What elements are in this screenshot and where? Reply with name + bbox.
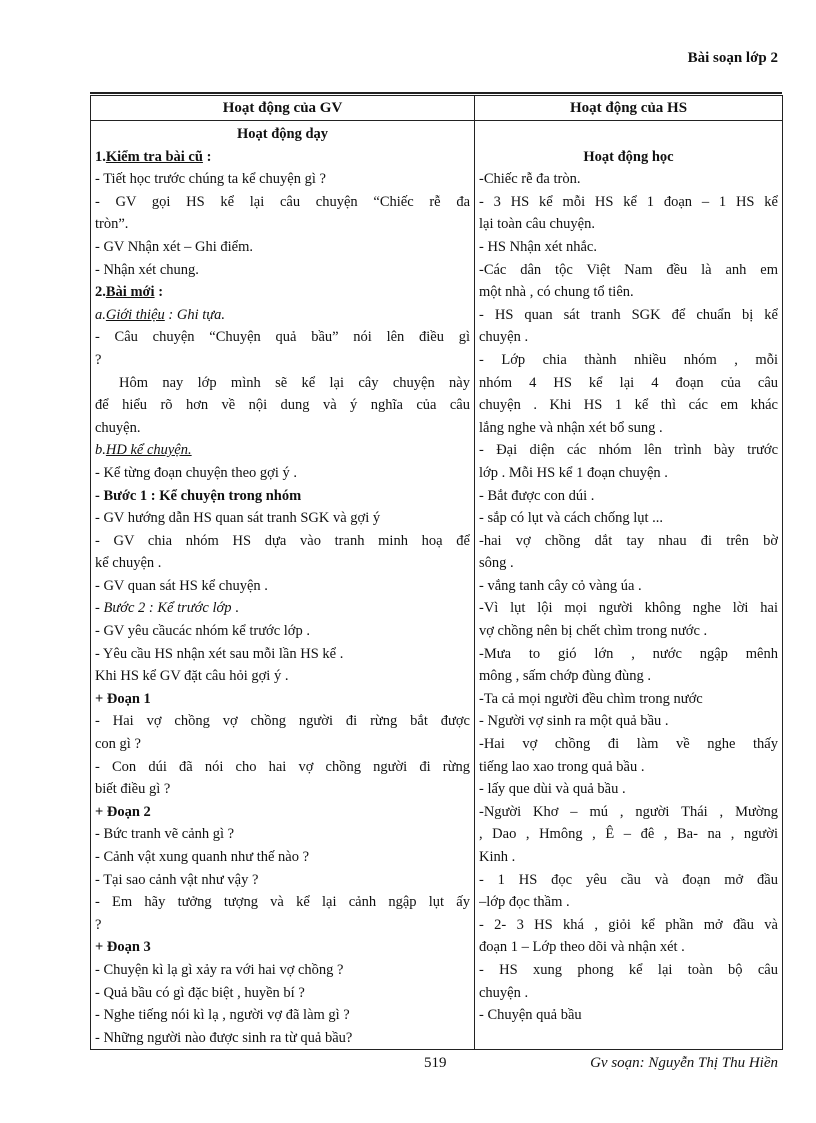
hs-line: nhóm 4 HS kể lại 4 đoạn của câu [479,374,778,391]
hs-line: - 2- 3 HS khá , giỏi kể phần mở đầu và [479,916,778,933]
gv-line: - Nhận xét chung. [95,261,199,278]
section-title: Kiểm tra bài cũ [105,148,203,165]
subsection-letter: b. [95,442,106,459]
gv-line: để hiểu rõ hơn về nội dung và ý nghĩa của câu [95,397,470,414]
hs-line: - vắng tanh cây cỏ vàng úa . [479,577,642,594]
subsection-b-heading [95,439,470,462]
gv-line: ? [95,351,102,368]
hs-line: chuyện . [479,329,529,346]
section-1-heading [95,146,470,169]
hs-line: , Dao , Hmông , Ê – đê , Ba- na , người [479,826,778,843]
gv-line: Khi HS kể GV đặt câu hỏi gợi ý . [95,668,289,685]
subsection-title: Giới thiệu [105,306,165,323]
gv-line: chuyện. [95,419,141,436]
hs-line: lại toàn câu chuyện. [479,216,595,233]
document-header: Bài soạn lớp 2 [687,50,778,66]
part-3-heading: + Đoạn 3 [95,939,151,956]
hs-line: -Các dân tộc Việt Nam đều là anh em [479,261,778,278]
hs-line: - Bắt được con dúi . [479,487,595,504]
step-dot: . [231,600,239,617]
gv-line: - Tại sao cảnh vật như vậy ? [95,871,259,888]
gv-line: - GV hướng dẫn HS quan sát tranh SGK và gợi ý [95,510,381,527]
gv-line: - Chuyện kì lạ gì xảy ra với hai vợ chồng ? [95,961,344,978]
hs-line: - Người vợ sinh ra một quả bầu . [479,713,669,730]
gv-line: - GV yêu cầucác nhóm kể trước lớp . [95,623,310,640]
section-2-heading [95,281,470,304]
gv-line: - Quả bầu có gì đặc biệt , huyền bí ? [95,984,305,1001]
gv-line: - Bức tranh vẽ cảnh gì ? [95,826,235,843]
hs-heading: Hoạt động học [583,148,674,165]
hs-line: một nhà , có chung tổ tiên. [479,284,634,301]
lesson-table [90,95,783,1050]
hs-line: –lớp đọc thầm . [479,894,570,911]
gv-column [91,121,475,1050]
gv-line: - Tiết học trước chúng ta kể chuyện gì ? [95,171,326,188]
author-credit: Gv soạn: Nguyễn Thị Thu Hiền [590,1055,778,1071]
gv-line: - Yêu cầu HS nhận xét sau mỗi lần HS kể . [95,645,344,662]
gv-line: - GV Nhận xét – Ghi điểm. [95,238,253,255]
hs-line: - HS xung phong kể lại toàn bộ câu [479,961,778,978]
subsection-note: : Ghi tựa. [164,306,226,323]
hs-line: - 1 HS đọc yêu cầu và đoạn mở đầu [479,871,778,888]
gv-line: - Con dúi đã nói cho hai vợ chồng người đi rừng [95,758,470,775]
gv-line: - Em hãy tưởng tượng và kể lại cảnh ngập lụt ấy [95,894,470,911]
hs-line: Kinh . [479,849,516,865]
subsection-letter: a. [95,306,106,323]
hs-line: sông . [479,555,514,572]
hs-line: - 3 HS kể mỗi HS kể 1 đoạn – 1 HS kể [479,193,778,210]
section-title: Bài mới [105,284,155,301]
subsection-a-heading [95,304,470,327]
hs-line: chuyện . [479,984,529,1001]
part-1-heading: + Đoạn 1 [95,690,151,707]
gv-line: tròn”. [95,216,129,233]
hs-line: -Chiếc rễ đa tròn. [479,171,581,188]
hs-line: - sắp có lụt và cách chống lụt ... [479,510,664,527]
hs-line: -Ta cả mọi người đều chìm trong nước [479,690,703,707]
gv-line: - GV chia nhóm HS dựa vào tranh minh hoạ để [95,532,470,549]
gv-line: - Hai vợ chồng vợ chồng người đi rừng bắt được [95,713,470,730]
column-header-hs: Hoạt động của HS [475,96,783,121]
step-title: Bước 2 : Kể trước lớp [103,600,232,617]
step-2-heading [95,597,470,620]
page-number: 519 [424,1055,447,1071]
hs-line: - HS quan sát tranh SGK để chuẩn bị kể [479,306,778,323]
step-dash: - [95,600,104,617]
gv-line: ? [95,916,102,933]
gv-line: biết điều gì ? [95,781,171,798]
gv-line: Hôm nay lớp mình sẽ kể lại cây chuyện này [119,374,470,391]
hs-line: vợ chồng nên bị chết chìm trong nước . [479,623,708,640]
hs-line: - HS Nhận xét nhắc. [479,238,597,255]
column-header-gv: Hoạt động của GV [91,96,475,121]
hs-line: tiếng lao xao trong quả bầu . [479,758,645,775]
subsection-title: HD kể chuyện. [105,442,192,459]
table-body-row [91,121,783,1050]
section-colon: : [202,148,212,165]
gv-heading: Hoạt động dạy [236,126,329,142]
hs-line: lớp . Mỗi HS kể 1 đoạn chuyện . [479,464,668,481]
header-rule [90,92,782,94]
section-number: 2. [95,284,106,301]
gv-line: - Những người nào được sinh ra từ quả bầu? [95,1029,353,1046]
hs-line: lắng nghe và nhận xét bổ sung . [479,419,663,436]
gv-line: - GV gọi HS kể lại câu chuyện “Chiếc rễ đa [95,193,470,210]
gv-line: kể chuyện . [95,555,162,572]
hs-line: - Lớp chia thành nhiều nhóm , mỗi [479,351,778,368]
gv-line: - Nghe tiếng nói kì lạ , người vợ đã làm gì ? [95,1007,350,1024]
gv-line: - Kể từng đoạn chuyện theo gợi ý . [95,464,297,481]
part-2-heading: + Đoạn 2 [95,803,151,820]
hs-line: -Hai vợ chồng đi làm về nghe thấy [479,736,778,753]
hs-line: - Đại diện các nhóm lên trình bày trước [479,442,778,459]
hs-column [475,121,783,1050]
table-header-row [91,96,783,121]
hs-line: - Chuyện quả bầu [479,1007,582,1024]
hs-line: -Vì lụt lội mọi người không nghe lời hai [479,600,778,617]
hs-line: -Mưa to gió lớn , nước ngập mênh [479,645,778,662]
section-colon: : [154,284,164,301]
hs-line: - lấy que dùi và quả bầu . [479,781,626,798]
section-number: 1. [95,148,106,165]
gv-line: con gì ? [95,736,141,753]
hs-line: -hai vợ chồng dắt tay nhau đi trên bờ [479,532,778,549]
hs-line: -Người Khơ – mú , người Thái , Mường [479,803,778,820]
hs-line: chuyện . Khi HS 1 kể thì các em khác [479,397,778,414]
gv-line: - Câu chuyện “Chuyện quả bầu” nói lên điều gì [95,329,470,346]
step-1-heading: - Bước 1 : Kể chuyện trong nhóm [95,487,302,504]
hs-line: mông , sấm chớp đùng đùng . [479,668,651,685]
gv-line: - GV quan sát HS kể chuyện . [95,577,268,594]
hs-line: đoạn 1 – Lớp theo dõi và nhận xét . [479,939,685,956]
gv-line: - Cảnh vật xung quanh như thế nào ? [95,849,310,865]
